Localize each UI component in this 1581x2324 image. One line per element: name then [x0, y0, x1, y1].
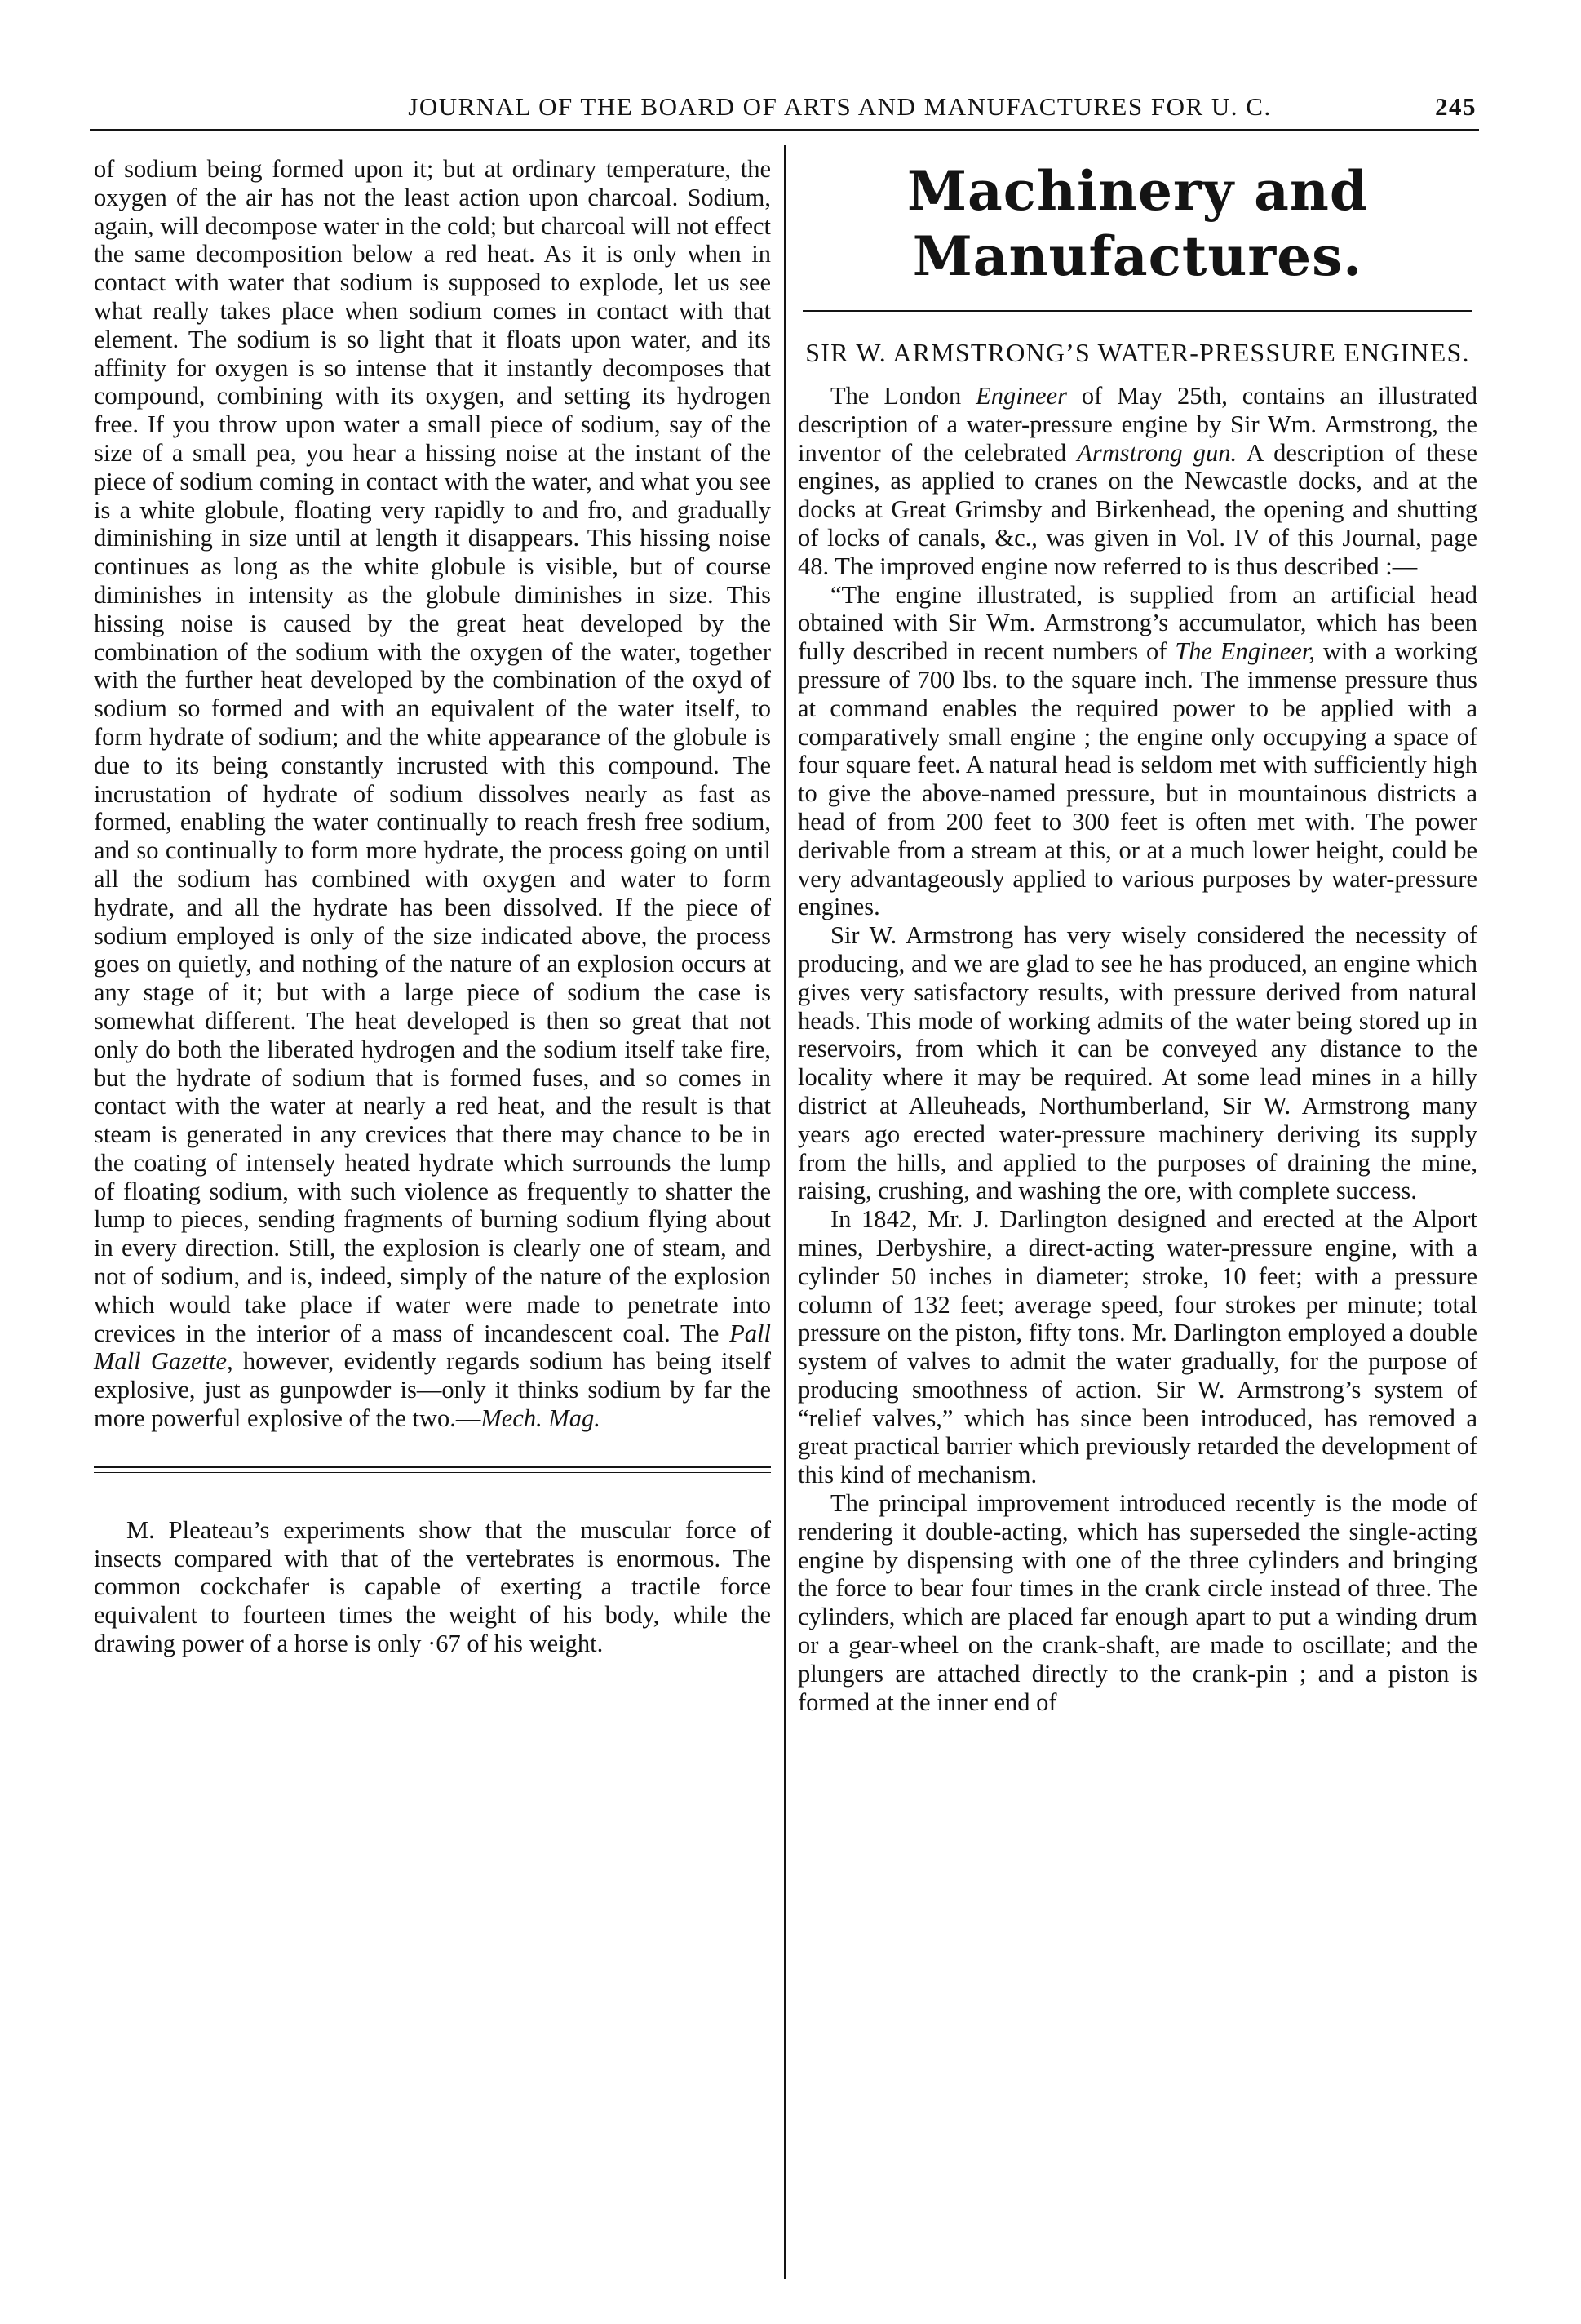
- p4-text: In 1842, Mr. J. Darlington designed and erected at the Alport mines, Derbyshire, a direct-acting water-pressure engine, with a cylinder 50 inches in diameter; stroke, 10 feet; with a pressure column of 132 feet; average speed, four strokes per minute; total pressure on the piston, fifty tons. Mr. Darlington employed a double system of valves to admit the water gradually, for the purpose of producing smoothness of action. Sir W. Armstrong’s system of “relief valves,” which has since been introduced, has removed a great practical barrier which previously retarded the development of this kind of mechanism.: [798, 1205, 1477, 1489]
- mech-mag-citation: Mech. Mag.: [480, 1404, 600, 1433]
- article-title: SIR W. ARMSTRONG’S WATER-PRESSURE ENGINES.: [805, 338, 1470, 367]
- section-heading-rule: [803, 310, 1472, 312]
- header-rule-thick: [90, 129, 1479, 131]
- p5-text: The principal improvement introduced recently is the mode of rendering it double-acting, which has superseded the single-acting engine by dispensing with one of the three cylinders and bringing the force to bear four times in the crank circle instead of three. The cylinders, which are placed far enough apart to put a winding drum or a gear-wheel on the crank-shaft, are made to oscillate; and the plungers are attached directly to the crank-pin ; and a piston is formed at the inner end of: [798, 1489, 1477, 1716]
- p2-engineer-title: The Engineer,: [1175, 637, 1315, 666]
- p2-text-1: “The engine illustrated, is supplied from an artificial head obtained with Sir Wm. Armstrong’s accumulator, which has been fully described in recent numbers of: [798, 580, 1477, 666]
- p1-text-3: A description of these engines, as applied to cranes on the Newcastle docks, and at the docks at Great Grimsby and Birkenhead, the opening and shutting of locks of canals, &c., was given in Vol. IV of this Journal, page 48. The improved engine now referred to is thus described :—: [798, 438, 1478, 580]
- left-column: [94, 155, 771, 1658]
- journal-title: JOURNAL OF THE BOARD OF ARTS AND MANUFACTURES FOR U. C.: [408, 92, 1272, 121]
- page-number: 245: [1435, 92, 1477, 121]
- p1-armstrong-gun: Armstrong gun.: [1077, 438, 1238, 467]
- section-heading: Machinery and Manufactures.: [906, 159, 1369, 288]
- article-paragraph-5: [798, 1489, 1477, 1716]
- column-divider: [784, 145, 786, 2279]
- p1-text-1: The London: [830, 382, 976, 410]
- p2-text-2: with a working pressure of 700 lbs. to the square inch. The immense pressure thus at command enables the required power to be applied with a comparatively small engine ; the engine only occupying a space of four square feet. A natural head is seldom met with sufficiently high to give the above-named pressure, but in mountainous districts a head of from 200 feet to 300 feet is often met with. The power derivable from a stream at this, or at a much lower height, could be very advantageously applied to various purposes by water-pressure engines.: [798, 637, 1477, 921]
- sodium-paragraph: [94, 155, 771, 1433]
- article-paragraph-4: [798, 1205, 1477, 1489]
- sodium-text-1: of sodium being formed upon it; but at ordinary temperature, the oxygen of the air has not the least action upon charcoal. Sodium, again, will decompose water in the cold; but charcoal will not effect the same decomposition below a red heat. As it is only when in contact with water that sodium is supposed to explode, let us see what really takes place when sodium comes in contact with that element. The sodium is so light that it floats upon water, and its affinity for oxygen is so intense that it instantly decomposes that compound, combining with its oxygen, and setting its hydrogen free. If you throw upon water a small piece of sodium, say of the size of a small pea, you hear a hissing noise at the instant of the piece of sodium coming in contact with the water, and what you see is a white globule, floating very rapidly to and fro, and gradually diminishing in size until at length it disappears. This hissing noise continues as long as the white globule is visible, but of course diminishes in intensity as the globule diminishes in size. This hissing noise is caused by the great heat developed by the combination of the sodium with the oxygen of the water, together with the further heat developed by the combination of the oxyd of sodium so formed and with an equivalent of the water itself, to form hydrate of sodium; and the white appearance of the globule is due to its being constantly incrusted with this compound. The incrustation of hydrate of sodium dissolves nearly as fast as formed, enabling the water continually to reach fresh free sodium, and so continually to form more hydrate, the process going on until all the sodium has combined with oxygen and water to form hydrate, and all the hydrate has been dissolved. If the piece of sodium employed is only of the size indicated above, the process goes on quietly, and nothing of the nature of an explosion occurs at any stage of it; but with a large piece of sodium the case is somewhat different. The heat developed is then so great that not only do both the liberated hydrogen and the sodium itself take fire, but the hydrate of sodium that is formed fuses, and so comes in contact with the water at nearly a red heat, and the result is that steam is generated in any crevices that there may chance to be in the coating of intensely heated hydrate which surrounds the lump of floating sodium, with such violence as frequently to shatter the lump to pieces, sending fragments of burning sodium flying about in every direction. Still, the explosion is clearly one of steam, and not of sodium, and is, indeed, simply of the nature of the explosion which would take place if water were made to penetrate into crevices in the interior of a mass of incandescent coal. The: [94, 155, 771, 1347]
- article-paragraph-1: [798, 382, 1477, 581]
- p3-text: Sir W. Armstrong has very wisely considered the necessity of producing, and we are glad to see he has produced, an engine which gives very satisfactory results, with pressure derived from natural heads. This mode of working admits of the water being stored up in reservoirs, from which it can be conveyed any distance to the locality where it may be required. At some lead mines in a hilly district at Alleuheads, Northumberland, Sir W. Armstrong many years ago erected water-pressure machinery deriving its supply from the hills, and applied to the purposes of draining the mine, raising, crushing, and washing the ore, with complete success.: [798, 921, 1477, 1205]
- insect-force-paragraph: M. Pleateau’s experiments show that the muscular force of insects compared with that of the vertebrates is enormous. The common cockchafer is capable of exerting a tractile force equivalent to fourteen times the weight of his body, while the drawing power of a horse is only ·67 of his weight.: [94, 1515, 771, 1658]
- right-column: [798, 155, 1477, 1716]
- running-head: [90, 88, 1477, 126]
- article-paragraph-3: [798, 921, 1477, 1205]
- article-paragraph-2: [798, 581, 1477, 922]
- sodium-text-2: however, evidently regards sodium has being itself explosive, just as gunpowder is—only it thinks sodium by far the more powerful explosive of the two.—: [94, 1347, 772, 1433]
- p1-text-2: of May 25th, contains an illustrated description of a water-pressure engine by Sir Wm. Armstrong, the inventor of the celebrated: [798, 382, 1477, 467]
- pall-mall-gazette-citation: Pall Mall Gazette,: [94, 1319, 771, 1376]
- section-break-rule: [94, 1466, 771, 1477]
- p1-engineer-title: Engineer: [976, 382, 1067, 410]
